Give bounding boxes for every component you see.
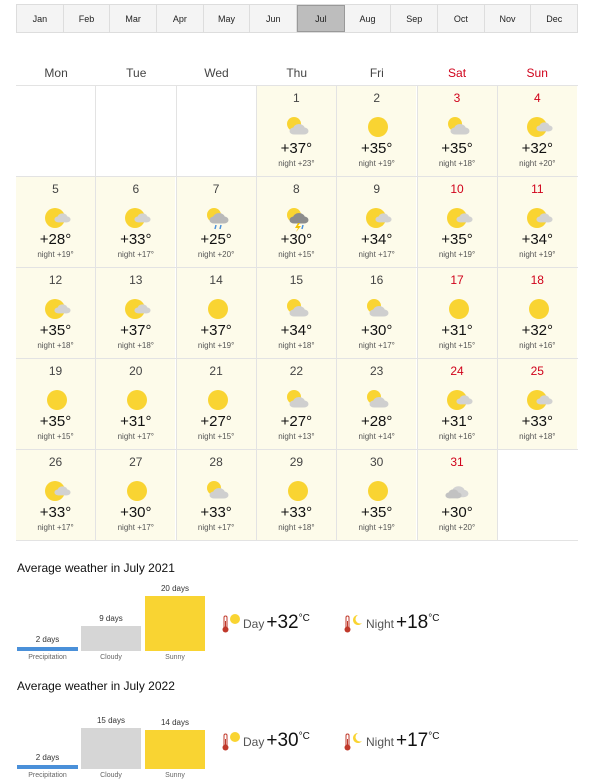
day-temperature: +34° [280, 322, 313, 339]
day-number: 28 [209, 455, 223, 469]
month-tab-may[interactable]: May [204, 5, 251, 32]
day-number: 23 [370, 364, 384, 378]
day-temperature: +30° [280, 231, 313, 248]
day-number: 10 [450, 182, 464, 196]
calendar-day-22[interactable] [257, 359, 336, 449]
day-temperature: +30° [360, 322, 393, 339]
day-number: 14 [209, 273, 223, 287]
day-number: 31 [450, 455, 464, 469]
day-temperature: +28° [360, 413, 393, 430]
bar-caption: Sunny [165, 772, 185, 779]
bar-sunny [145, 596, 205, 651]
month-tab-mar[interactable]: Mar [110, 5, 157, 32]
calendar-day-27[interactable] [96, 450, 175, 540]
calendar-day-15[interactable] [257, 268, 336, 358]
day-temperature: +34° [521, 231, 554, 248]
average-temperature [243, 612, 310, 634]
month-tab-nov[interactable]: Nov [485, 5, 532, 32]
day-number: 20 [129, 364, 143, 378]
day-temperature: +31° [120, 413, 152, 430]
day-temperature: +33° [200, 504, 232, 521]
calendar-day-2[interactable] [337, 86, 416, 176]
average-label: Night [366, 735, 395, 749]
day-number: 7 [212, 182, 220, 196]
sun-cloud-icon [527, 388, 551, 412]
grid-divider [336, 86, 337, 541]
calendar-day-25[interactable] [498, 359, 577, 449]
sun-cloud-icon [125, 206, 149, 230]
day-number: 1 [293, 91, 300, 105]
partly-cloudy-icon [286, 297, 310, 321]
calendar-day-31[interactable] [418, 450, 497, 540]
sunny-icon [527, 297, 551, 321]
calendar-day-1[interactable] [257, 86, 336, 176]
night-temperature: night +16° [519, 341, 556, 350]
sun-cloud-icon [125, 297, 149, 321]
sunny-icon [366, 479, 390, 503]
calendar-day-8[interactable] [257, 177, 336, 267]
night-temperature: night +19° [197, 341, 235, 350]
calendar-day-18[interactable] [498, 268, 577, 358]
sun-cloud-icon [447, 388, 471, 412]
night-temperature: night +18° [519, 432, 556, 441]
cloudy-icon [447, 479, 471, 503]
calendar-day-11[interactable] [498, 177, 577, 267]
calendar-day-14[interactable] [177, 268, 256, 358]
day-number: 26 [48, 455, 63, 469]
day-temperature: +31° [441, 322, 473, 339]
day-number: 9 [373, 182, 381, 196]
calendar-day-3[interactable] [418, 86, 497, 176]
sunny-icon [366, 115, 390, 139]
night-temperature: night +17° [37, 523, 74, 532]
month-tab-apr[interactable]: Apr [157, 5, 204, 32]
sunny-icon [125, 479, 149, 503]
day-number: 27 [129, 455, 143, 469]
sunny-icon [45, 388, 69, 412]
sunny-icon [206, 388, 230, 412]
day-number: 29 [289, 455, 304, 469]
calendar-day-5[interactable] [16, 177, 95, 267]
weekday-sun: Sun [526, 66, 548, 80]
day-number: 6 [132, 182, 140, 196]
day-temperature: +27° [280, 413, 313, 430]
day-number: 12 [48, 273, 63, 287]
bar-caption: Sunny [165, 654, 185, 661]
calendar-day-29[interactable] [257, 450, 336, 540]
day-temperature: +33° [120, 231, 152, 248]
thermometer-moon-icon [342, 613, 364, 635]
calendar-grid [16, 85, 578, 541]
calendar-day-12[interactable] [16, 268, 95, 358]
day-temperature: +33° [39, 504, 72, 521]
average-value: +17 [396, 730, 429, 751]
calendar-empty-cell [16, 86, 95, 176]
night-temperature: night +15° [197, 432, 235, 441]
day-number: 21 [209, 364, 223, 378]
day-temperature: +35° [360, 140, 393, 157]
weekday-header [16, 66, 578, 80]
day-temperature: +37° [200, 322, 232, 339]
day-temperature: +35° [39, 322, 72, 339]
calendar-day-13[interactable] [96, 268, 175, 358]
day-number: 24 [450, 364, 464, 378]
sun-cloud-icon [45, 206, 69, 230]
day-temperature: +30° [441, 504, 473, 521]
calendar-day-16[interactable] [337, 268, 416, 358]
average-temperature [243, 730, 310, 752]
grid-divider [16, 540, 578, 541]
day-temperature: +33° [521, 413, 554, 430]
calendar-day-24[interactable] [418, 359, 497, 449]
calendar-empty-cell [177, 86, 256, 176]
night-temperature: night +20° [197, 250, 235, 259]
weekday-mon: Mon [44, 66, 68, 80]
bar-precipitation [17, 647, 78, 651]
night-temperature: night +20° [438, 523, 476, 532]
night-temperature: night +19° [438, 250, 476, 259]
day-number: 22 [289, 364, 304, 378]
night-temperature: night +19° [358, 159, 395, 168]
night-temperature: night +17° [197, 523, 235, 532]
grid-divider [417, 86, 418, 541]
night-temperature: night +19° [37, 250, 74, 259]
night-temperature: night +14° [358, 432, 395, 441]
night-temperature: night +19° [358, 523, 395, 532]
average-value: +32 [266, 612, 299, 633]
day-number: 2 [373, 91, 381, 105]
day-temperature: +27° [200, 413, 232, 430]
bar-label: 14 days [160, 718, 190, 727]
day-temperature: +35° [441, 140, 473, 157]
day-number: 17 [450, 273, 464, 287]
calendar-day-17[interactable] [418, 268, 497, 358]
night-temperature: night +18° [278, 523, 315, 532]
day-number: 5 [52, 182, 59, 196]
partly-cloudy-icon [447, 115, 471, 139]
sunny-icon [286, 479, 310, 503]
month-selector [16, 4, 578, 33]
day-temperature: +34° [360, 231, 393, 248]
night-temperature: night +15° [278, 250, 315, 259]
day-temperature: +37° [120, 322, 152, 339]
night-temperature: night +17° [117, 523, 154, 532]
night-temperature: night +15° [438, 341, 476, 350]
partly-cloudy-icon [286, 115, 310, 139]
weekday-tue: Tue [126, 66, 147, 80]
sun-cloud-icon [447, 206, 471, 230]
day-temperature: +35° [360, 504, 393, 521]
month-tab-oct[interactable]: Oct [438, 5, 485, 32]
day-number: 3 [453, 91, 461, 105]
day-temperature: +25° [200, 231, 232, 248]
day-number: 11 [531, 182, 544, 196]
night-temperature: night +17° [117, 432, 154, 441]
month-tab-dec[interactable]: Dec [546, 13, 563, 24]
calendar-day-7[interactable] [177, 177, 256, 267]
calendar-day-4[interactable] [498, 86, 577, 176]
weekday-wed: Wed [204, 66, 229, 80]
day-number: 25 [530, 364, 544, 378]
bar-caption: Cloudy [100, 772, 122, 779]
day-number: 8 [293, 182, 300, 196]
calendar-day-10[interactable] [418, 177, 497, 267]
calendar-day-28[interactable] [177, 450, 256, 540]
month-tab-feb[interactable]: Feb [64, 5, 111, 32]
night-temperature: night +23° [278, 159, 315, 168]
day-temperature: +32° [521, 140, 554, 157]
grid-divider [16, 449, 578, 450]
sun-storm-icon [286, 206, 310, 230]
night-temperature: night +18° [438, 159, 476, 168]
calendar-day-9[interactable] [337, 177, 416, 267]
night-temperature: night +19° [519, 250, 556, 259]
bar-label: 9 days [99, 614, 123, 623]
calendar-day-26[interactable] [16, 450, 95, 540]
grid-divider [16, 267, 578, 268]
grid-divider [497, 86, 498, 541]
grid-divider [256, 86, 257, 541]
day-temperature: +33° [280, 504, 313, 521]
night-temperature: night +18° [37, 341, 74, 350]
grid-divider [95, 86, 96, 541]
bar-sunny [145, 730, 205, 769]
thermometer-sun-icon [220, 613, 242, 635]
sun-cloud-icon [366, 206, 390, 230]
calendar-day-19[interactable] [16, 359, 95, 449]
thermometer-moon-icon [342, 731, 364, 753]
month-tab-jun[interactable]: Jun [250, 5, 297, 32]
temperature-unit: °C [428, 613, 440, 624]
night-temperature: night +18° [278, 341, 315, 350]
partly-cloudy-icon [206, 479, 230, 503]
month-tab-aug[interactable]: Aug [345, 5, 392, 32]
calendar-empty-cell [96, 86, 175, 176]
average-temperature [366, 612, 439, 634]
weekday-thu: Thu [286, 66, 307, 80]
day-temperature: +35° [441, 231, 473, 248]
night-temperature: night +17° [117, 250, 154, 259]
summary-title: Average weather in July 2022 [17, 679, 175, 693]
sun-cloud-icon [45, 479, 69, 503]
partly-cloudy-icon [286, 388, 310, 412]
sun-cloud-icon [45, 297, 69, 321]
average-temperature [366, 730, 439, 752]
day-number: 4 [533, 91, 541, 105]
day-temperature: +30° [120, 504, 152, 521]
day-number: 30 [370, 455, 384, 469]
day-number: 19 [48, 364, 63, 378]
bar-cloudy [81, 626, 141, 651]
month-tab-sep[interactable]: Sep [391, 5, 438, 32]
night-temperature: night +17° [358, 250, 395, 259]
partly-cloudy-icon [366, 388, 390, 412]
sun-cloud-icon [527, 115, 551, 139]
sunny-icon [206, 297, 230, 321]
bar-cloudy [81, 728, 141, 769]
grid-divider [16, 176, 578, 177]
month-tab-jul[interactable]: Jul [297, 5, 345, 32]
grid-divider [176, 86, 177, 541]
grid-divider [16, 358, 578, 359]
average-value: +18 [396, 612, 429, 633]
night-temperature: night +15° [37, 432, 74, 441]
sun-cloud-icon [527, 206, 551, 230]
calendar-empty-cell [498, 450, 577, 540]
night-temperature: night +16° [438, 432, 476, 441]
day-temperature: +37° [280, 140, 313, 157]
sun-cloud-rain-icon [206, 206, 230, 230]
month-tab-jan[interactable]: Jan [17, 5, 64, 32]
night-temperature: night +17° [358, 341, 395, 350]
night-temperature: night +13° [278, 432, 315, 441]
day-number: 18 [530, 273, 544, 287]
sunny-icon [447, 297, 471, 321]
average-label: Night [366, 617, 395, 631]
calendar-day-20[interactable] [96, 359, 175, 449]
bar-label: 20 days [160, 584, 190, 593]
temperature-unit: °C [428, 731, 440, 742]
day-number: 13 [129, 273, 143, 287]
bar-caption: Precipitation [28, 654, 67, 661]
temperature-unit: °C [298, 613, 310, 624]
bar-caption: Precipitation [28, 772, 67, 779]
average-label: Day [243, 735, 265, 749]
weekday-fri: Fri [369, 66, 384, 80]
sunny-icon [125, 388, 149, 412]
night-temperature: night +20° [519, 159, 556, 168]
partly-cloudy-icon [366, 297, 390, 321]
day-temperature: +31° [441, 413, 473, 430]
average-value: +30 [266, 730, 299, 751]
calendar-day-23[interactable] [337, 359, 416, 449]
weekday-sat: Sat [448, 66, 467, 80]
night-temperature: night +18° [117, 341, 154, 350]
day-number: 16 [370, 273, 384, 287]
bar-label: 2 days [35, 753, 60, 762]
day-temperature: +32° [521, 322, 554, 339]
temperature-unit: °C [298, 731, 310, 742]
bar-caption: Cloudy [100, 654, 122, 661]
day-temperature: +28° [39, 231, 72, 248]
thermometer-sun-icon [220, 731, 242, 753]
day-number: 15 [289, 273, 304, 287]
bar-label: 2 days [35, 635, 60, 644]
summary-title: Average weather in July 2021 [17, 561, 175, 575]
calendar-day-21[interactable] [177, 359, 256, 449]
average-label: Day [243, 617, 265, 631]
bar-precipitation [17, 765, 78, 769]
day-temperature: +35° [39, 413, 72, 430]
calendar-day-30[interactable] [337, 450, 416, 540]
calendar-day-6[interactable] [96, 177, 175, 267]
bar-label: 15 days [96, 716, 126, 725]
